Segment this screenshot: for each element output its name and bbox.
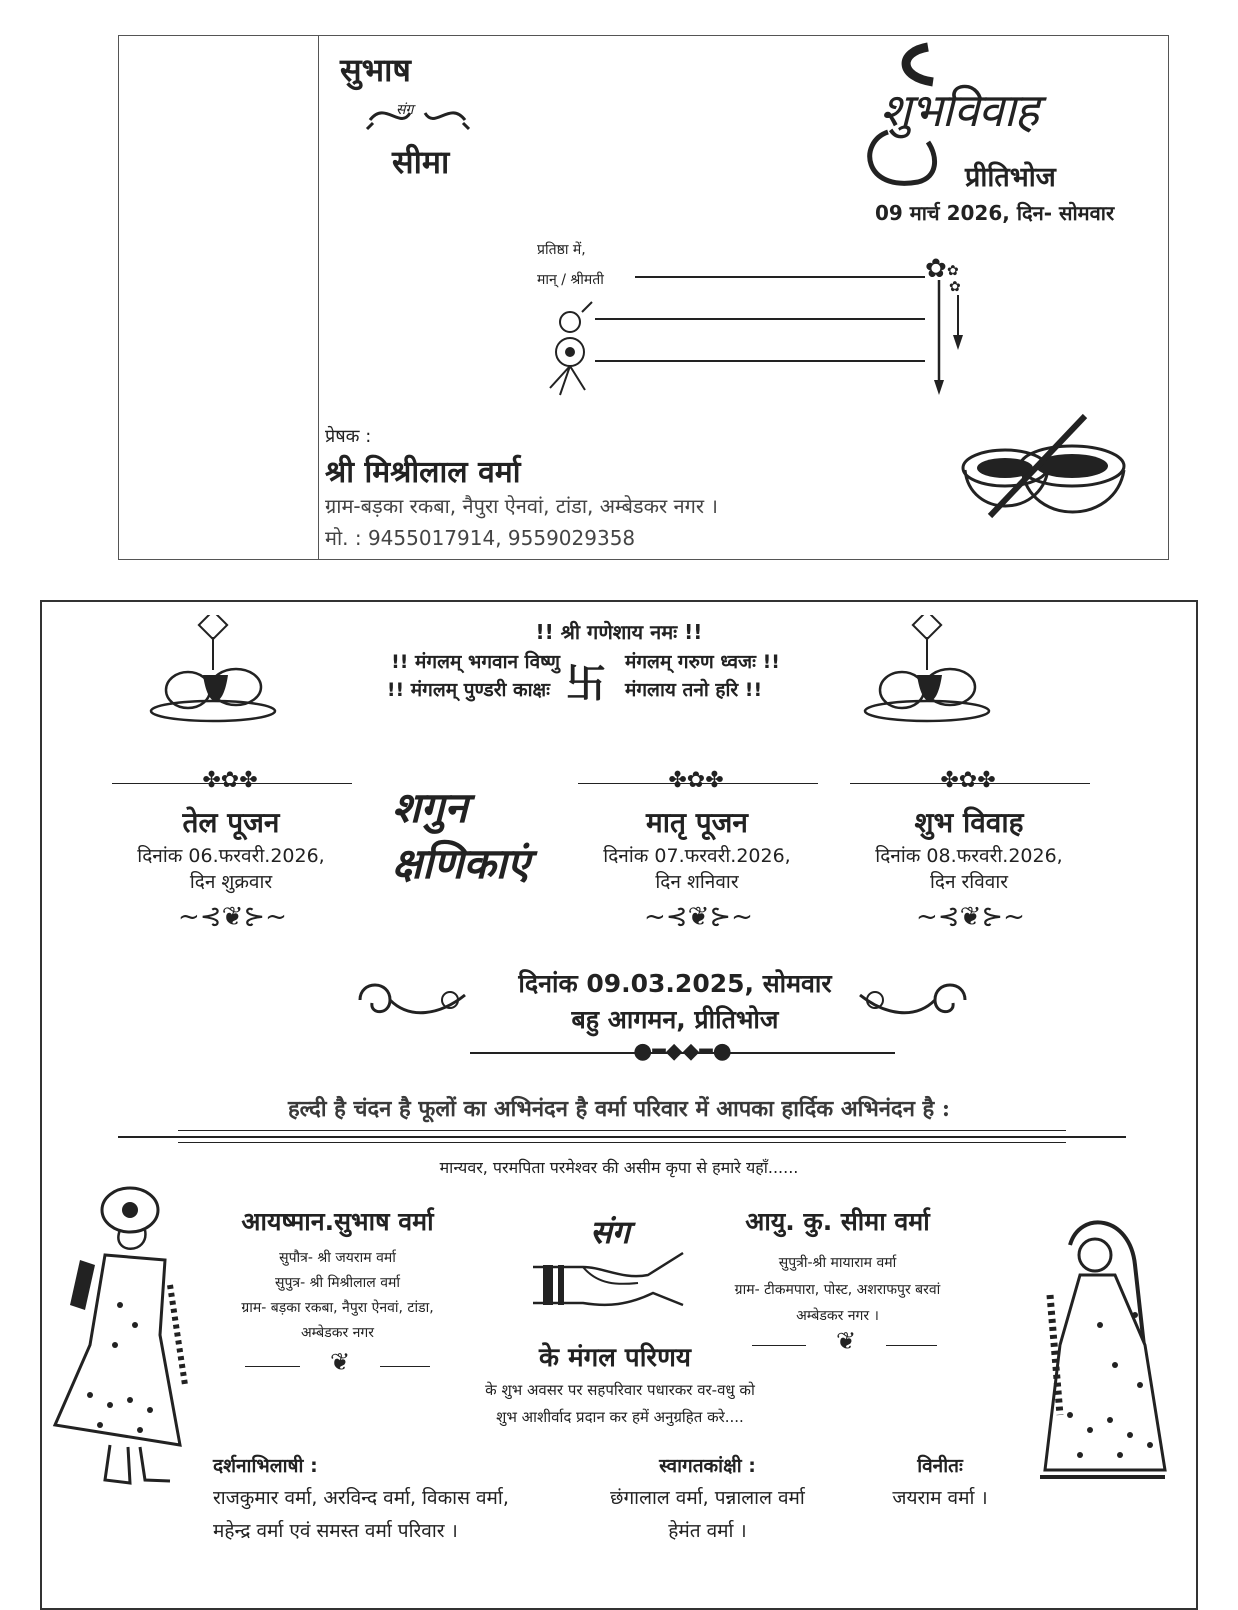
bride-line: सुपुत्री-श्री मायाराम वर्मा [778, 1255, 897, 1271]
vinit-line: जयराम वर्मा । [892, 1487, 988, 1509]
invocation-line-1: !! श्री गणेशाय नमः !! [535, 620, 703, 644]
reception-date: दिनांक 09.03.2025, सोमवार [518, 969, 832, 998]
darshan-label: दर्शनाभिलाषी : [213, 1455, 318, 1477]
floral-corner-icon [540, 300, 602, 398]
diamond-ornament-icon: ●━◆◆━● [633, 1039, 732, 1064]
sender-name: श्री मिश्रीलाल वर्मा [325, 455, 521, 490]
flower-ornament-icon: ✤✿✤ [940, 768, 996, 793]
swagat-label: स्वागतकांक्षी : [659, 1455, 756, 1477]
couple-groom: सुभाष [340, 51, 411, 89]
event-title: शुभ विवाह [914, 806, 1024, 839]
lotus-ornament-icon: ❦ [806, 1327, 886, 1361]
handshake-icon [528, 1245, 688, 1320]
to-label: प्रतिष्ठा में, [537, 242, 586, 258]
address-line-1 [635, 276, 925, 278]
event-title: तेल पूजन [182, 806, 280, 839]
couple-sang: संग [396, 102, 414, 118]
shubh-vivah-logo: शुभविवाह [880, 83, 1039, 137]
groom-name: आयष्मान.सुभाष वर्मा [241, 1207, 434, 1236]
swagat-line: हेमंत वर्मा । [668, 1520, 747, 1542]
sender-label: प्रेषक : [325, 426, 372, 447]
vinit-label: विनीतः [917, 1455, 963, 1477]
shagun-logo: शगुन क्षणिकाएं [392, 783, 530, 888]
welcome-line: हल्दी है चंदन है फूलों का अभिनंदन है वर्मा परिवार में आपका हार्दिक अभिनंदन है : [287, 1096, 951, 1122]
sender-address: ग्राम-बड़का रकबा, नैपुरा ऐनवां, टांडा, अम्बेडकर नगर । [325, 494, 718, 518]
intro-line: मान्यवर, परमपिता परमेश्वर की असीम कृपा से हमारे यहाँ...... [439, 1158, 799, 1177]
scroll-ornament-icon: ~⊰❦⊱~ [916, 902, 1025, 932]
blessing-line: के शुभ अवसर पर सहपरिवार पधारकर वर-वधु को [485, 1381, 755, 1399]
dhol-kalash-icon [862, 615, 992, 725]
invocation-line-2-right: मंगलम् गरुण ध्वजः !! [625, 651, 780, 673]
bride-name: आयु. कु. सीमा वर्मा [745, 1207, 930, 1236]
blessing-line: शुभ आशीर्वाद प्रदान कर हमें अनुग्रहित करे.... [496, 1408, 744, 1426]
event-day: दिन शुक्रवार [189, 871, 273, 893]
event-day: दिन रविवार [929, 871, 1009, 893]
dhol-shehnai-icon [960, 408, 1130, 533]
flower-ornament-icon: ✤✿✤ [202, 768, 258, 793]
scroll-ornament-icon [340, 975, 470, 1025]
sang-logo: संग [590, 1213, 630, 1251]
recipient-label: मान् / श्रीमती [537, 272, 604, 288]
address-line-3 [595, 360, 925, 362]
scroll-ornament-icon: ~⊰❦⊱~ [644, 902, 753, 932]
invocation-line-3-right: मंगलाय तनो हरि !! [625, 679, 763, 701]
lotus-ornament-icon: ❦ [300, 1348, 380, 1382]
svg-text:✿: ✿ [925, 255, 947, 284]
bride-illustration [1040, 1215, 1170, 1500]
event-day: दिन शनिवार [655, 871, 739, 893]
scroll-ornament-icon: ~⊰❦⊱~ [178, 902, 287, 932]
event-date: दिनांक 06.फरवरी.2026, [137, 845, 325, 867]
sender-phone: मो. : 9455017914, 9559029358 [325, 526, 636, 550]
envelope-date: 09 मार्च 2026, दिन- सोमवार [875, 201, 1115, 225]
groom-line: ग्राम- बड़का रकबा, नैपुरा ऐनवां, टांडा, [241, 1300, 434, 1316]
event-date: दिनांक 08.फरवरी.2026, [875, 845, 1063, 867]
reception-title: बहु आगमन, प्रीतिभोज [571, 1005, 779, 1034]
groom-line: अम्बेडकर नगर [300, 1325, 375, 1341]
envelope-divider [318, 35, 319, 560]
address-line-2 [595, 318, 925, 320]
event-title: मातृ पूजन [646, 806, 748, 839]
envelope-event: प्रीतिभोज [965, 162, 1056, 193]
toran-icon [925, 255, 970, 400]
darshan-line: महेन्द्र वर्मा एवं समस्त वर्मा परिवार । [213, 1520, 458, 1542]
divider [118, 1136, 1126, 1138]
svg-text:✿: ✿ [949, 279, 961, 295]
mangal-parinay: के मंगल परिणय [539, 1343, 691, 1373]
darshan-line: राजकुमार वर्मा, अरविन्द वर्मा, विकास वर्मा, [213, 1487, 509, 1509]
groom-illustration [50, 1185, 195, 1490]
bride-line: ग्राम- टीकमपारा, पोस्ट, अशराफपुर बरवां [734, 1282, 941, 1298]
svg-text:✿: ✿ [947, 263, 959, 279]
event-date: दिनांक 07.फरवरी.2026, [603, 845, 791, 867]
swastika-icon: 卐 [566, 661, 606, 707]
dhol-kalash-icon [148, 615, 278, 725]
couple-bride: सीमा [392, 143, 450, 181]
groom-line: सुपुत्र- श्री मिश्रीलाल वर्मा [274, 1275, 400, 1291]
bride-line: अम्बेडकर नगर । [796, 1308, 879, 1324]
swagat-line: छंगालाल वर्मा, पन्नालाल वर्मा [610, 1487, 805, 1509]
divider [178, 1130, 1066, 1131]
sang-ornament-icon [365, 95, 470, 135]
invocation-line-2-left: !! मंगलम् भगवान विष्णु [391, 651, 560, 673]
divider [178, 1142, 1066, 1143]
flower-ornament-icon: ✤✿✤ [668, 768, 724, 793]
invocation-line-3-left: !! मंगलम् पुण्डरी काक्षः [386, 679, 550, 701]
groom-line: सुपौत्र- श्री जयराम वर्मा [279, 1250, 396, 1266]
